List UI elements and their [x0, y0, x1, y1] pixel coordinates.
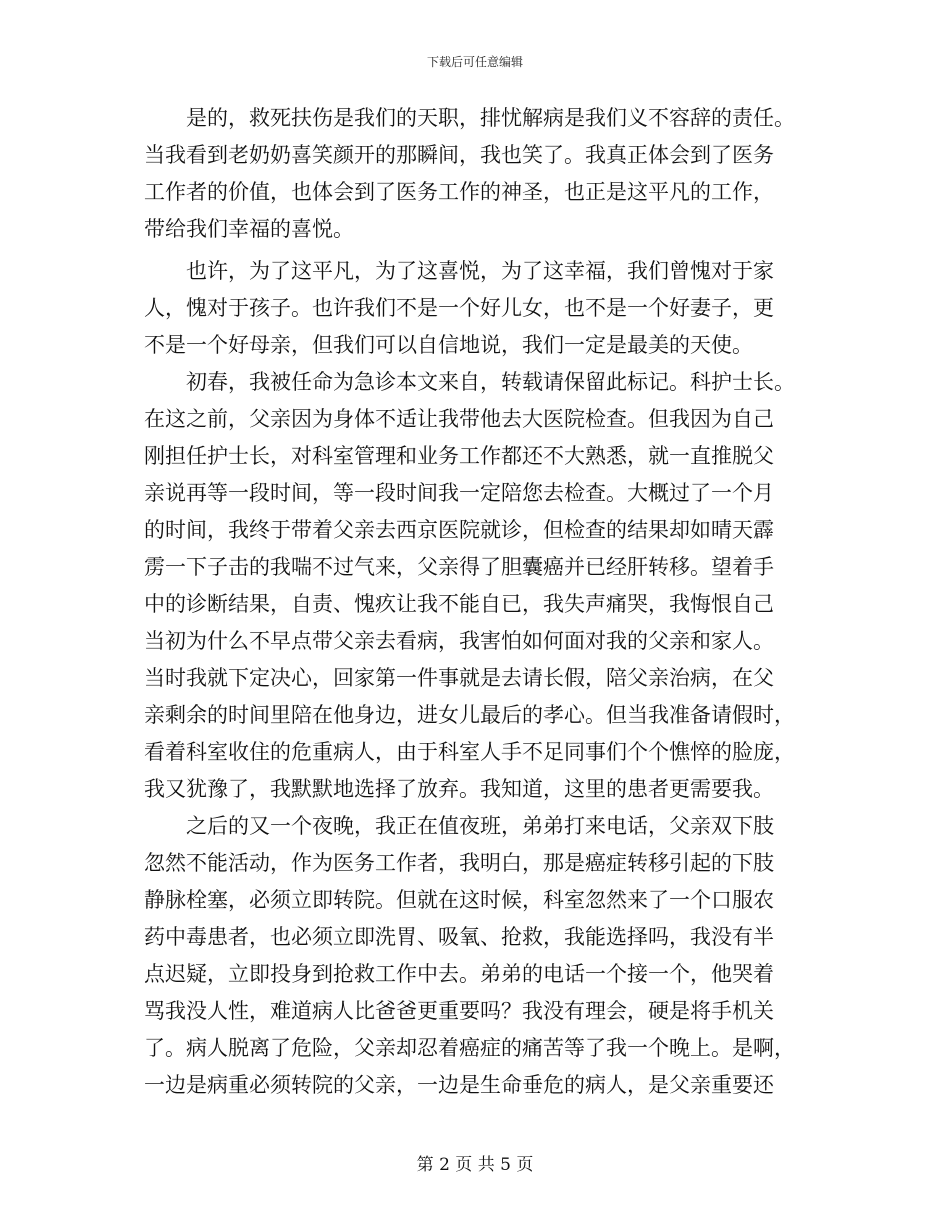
page-number-footer: 第 2 页 共 5 页 — [416, 1155, 534, 1175]
paragraph-line: 我又犹豫了，我默默地选择了放弃。我知道，这里的患者更需要我。 — [144, 777, 774, 801]
paragraph-line: 静脉栓塞，必须立即转院。但就在这时候，科室忽然来了一个口服农 — [144, 888, 774, 912]
paragraph-line: 是的，救死扶伤是我们的天职，排忧解病是我们义不容辞的责任。 — [186, 106, 795, 130]
paragraph-line: 不是一个好母亲，但我们可以自信地说，我们一定是最美的天使。 — [144, 333, 753, 357]
paragraph-1 — [144, 100, 810, 248]
paragraph-line: 当初为什么不早点带父亲去看病，我害怕如何面对我的父亲和家人。 — [144, 629, 774, 653]
paragraph-line: 也许，为了这平凡，为了这喜悦，为了这幸福，我们曾愧对于家 — [186, 259, 774, 283]
paragraph-line: 之后的又一个夜晚，我正在值夜班，弟弟打来电话，父亲双下肢 — [186, 814, 774, 838]
paragraph-2 — [144, 253, 810, 364]
paragraph-line: 亲剩余的时间里陪在他身边，进女儿最后的孝心。但当我准备请假时， — [144, 703, 795, 727]
paragraph-line: 忽然不能活动，作为医务工作者，我明白，那是癌症转移引起的下肢 — [144, 851, 774, 875]
paragraph-line: 的时间，我终于带着父亲去西京医院就诊，但检查的结果却如晴天霹 — [144, 518, 774, 542]
paragraph-line: 工作者的价值，也体会到了医务工作的神圣，也正是这平凡的工作， — [144, 180, 774, 204]
paragraph-line: 中的诊断结果，自责、愧疚让我不能自已，我失声痛哭，我悔恨自己 — [144, 592, 774, 616]
paragraph-line: 骂我没人性，难道病人比爸爸更重要吗？我没有理会，硬是将手机关 — [144, 999, 774, 1023]
page-header: 下载后可任意编辑 — [426, 55, 523, 69]
paragraph-line: 初春，我被任命为急诊本文来自，转载请保留此标记。科护士长。 — [186, 370, 795, 394]
document-body — [144, 100, 810, 1104]
paragraph-line: 人，愧对于孩子。也许我们不是一个好儿女，也不是一个好妻子，更 — [144, 296, 774, 320]
paragraph-line: 点迟疑，立即投身到抢救工作中去。弟弟的电话一个接一个，他哭着 — [144, 962, 774, 986]
paragraph-line: 在这之前，父亲因为身体不适让我带他去大医院检查。但我因为自己 — [144, 407, 774, 431]
paragraph-line: 雳一下子击的我喘不过气来，父亲得了胆囊癌并已经肝转移。望着手 — [144, 555, 774, 579]
paragraph-line: 了。病人脱离了危险，父亲却忍着癌症的痛苦等了我一个晚上。是啊， — [144, 1036, 795, 1060]
paragraph-3 — [144, 364, 810, 808]
paragraph-line: 一边是病重必须转院的父亲，一边是生命垂危的病人，是父亲重要还 — [144, 1073, 774, 1097]
paragraph-line: 当我看到老奶奶喜笑颜开的那瞬间，我也笑了。我真正体会到了医务 — [144, 143, 774, 167]
paragraph-4 — [144, 808, 810, 1104]
paragraph-line: 当时我就下定决心，回家第一件事就是去请长假，陪父亲治病，在父 — [144, 666, 774, 690]
paragraph-line: 亲说再等一段时间，等一段时间我一定陪您去检查。大概过了一个月 — [144, 481, 774, 505]
paragraph-line: 看着科室收住的危重病人，由于科室人手不足同事们个个憔悴的脸庞， — [144, 740, 795, 764]
paragraph-line: 刚担任护士长，对科室管理和业务工作都还不大熟悉，就一直推脱父 — [144, 444, 774, 468]
paragraph-line: 带给我们幸福的喜悦。 — [144, 217, 354, 241]
paragraph-line: 药中毒患者，也必须立即洗胃、吸氧、抢救，我能选择吗，我没有半 — [144, 925, 774, 949]
